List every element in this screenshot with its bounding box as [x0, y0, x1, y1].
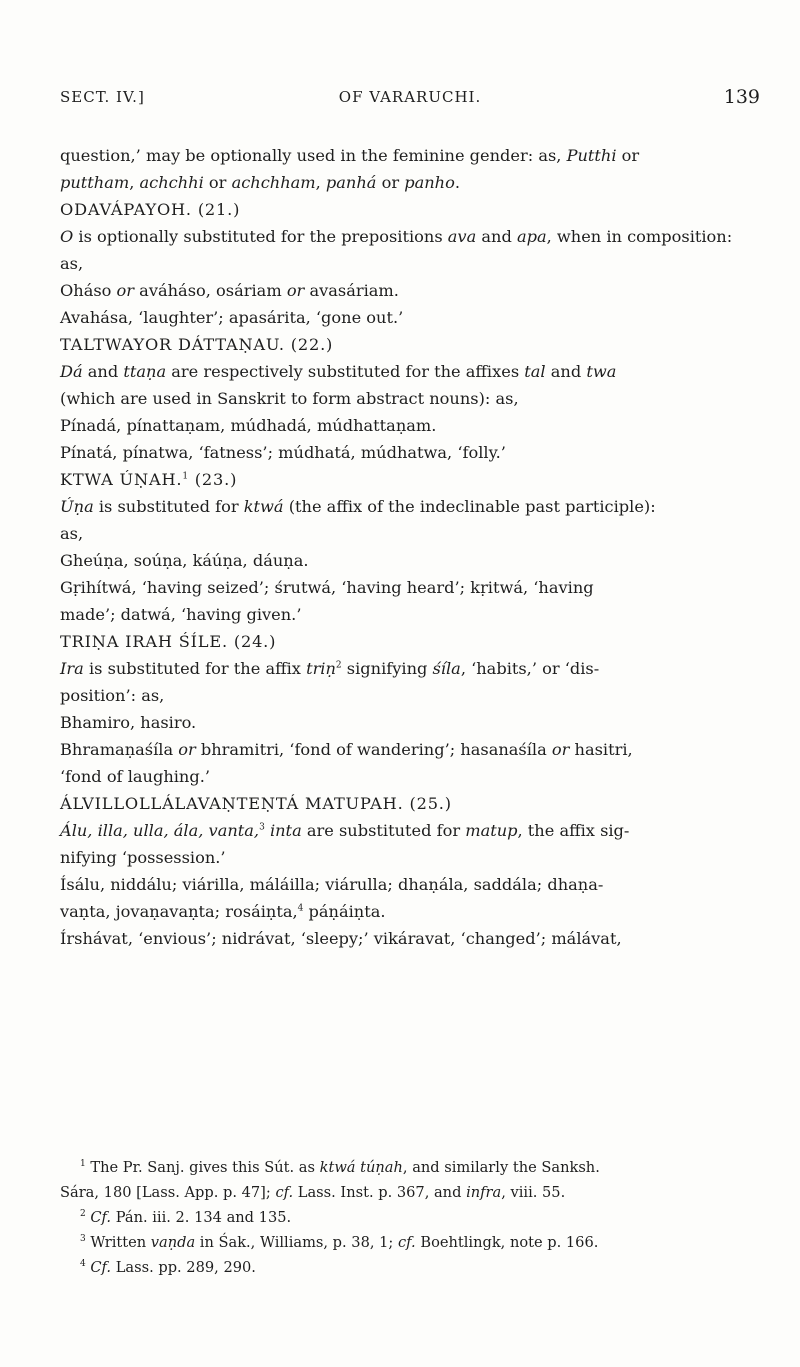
footnote-ref: 2	[335, 660, 342, 671]
footnote-3: $^3$ Written vaṇda in Śak., Williams, p. 38, 1; cf. Boehtlingk, note p. 166.	[80, 1234, 599, 1251]
text-line: Ira is substituted for the affix triṇ$^2$ signifying śíla, ‘habits,’ or ‘dis-	[60, 659, 600, 678]
example-line: Bhamiro, hasiro.	[60, 713, 197, 732]
sutra-heading-23: KTWA ÚṆAH.$^1$ (23.)	[60, 470, 238, 489]
footnotes	[60, 1155, 760, 1280]
header-title: OF VARARUCHI.	[338, 88, 482, 106]
sutra-heading-22: TALTWAYOR DÁTTAṆAU. (22.)	[60, 335, 334, 354]
example-line: ‘fond of laughing.’	[60, 767, 210, 786]
text-line: nifying ‘possession.’	[60, 848, 226, 867]
example-line: Ísálu, niddálu; viárilla, máláilla; viárulla; dhaṇála, saddála; dhaṇa-	[60, 875, 604, 894]
example-line: Oháso or aváháso, osáriam or avasáriam.	[60, 281, 399, 300]
page-number: 139	[723, 86, 760, 108]
main-text	[60, 142, 760, 952]
text-line: position’: as,	[60, 686, 165, 705]
running-header	[60, 88, 760, 118]
footnote-4: $^4$ Cf. Lass. pp. 289, 290.	[80, 1259, 256, 1276]
example-line: Pínadá, pínattaṇam, múdhadá, múdhattaṇam.	[60, 416, 437, 435]
example-line: made’; datwá, ‘having given.’	[60, 605, 302, 624]
footnote-1-cont: Sára, 180 [Lass. App. p. 47]; cf. Lass. Inst. p. 367, and infra, viii. 55.	[60, 1184, 566, 1201]
text-line: (which are used in Sanskrit to form abstract nouns): as,	[60, 389, 519, 408]
footnote-ref: 3	[259, 822, 265, 833]
section-label: SECT. IV.]	[60, 88, 145, 106]
text-line: as,	[60, 524, 84, 543]
text-line: Álu, illa, ulla, ála, vanta,$^3$ inta are substituted for matup, the affix sig-	[60, 821, 630, 840]
example-line: Írshávat, ‘envious’; nidrávat, ‘sleepy;’ vikáravat, ‘changed’; málávat,	[60, 929, 622, 948]
example-line: Avahása, ‘laughter’; apasárita, ‘gone out.’	[60, 308, 404, 327]
footnote-ref: 1	[182, 471, 189, 482]
sutra-heading-24: TRIṆA IRAH ŚÍLE. (24.)	[60, 632, 277, 651]
text-line: Úṇa is substituted for ktwá (the affix of the indeclinable past participle):	[60, 497, 656, 516]
example-line: Gṛihítwá, ‘having seized’; śrutwá, ‘having heard’; kṛitwá, ‘having	[60, 578, 594, 597]
text-line: O is optionally substituted for the prepositions ava and apa, when in composition: as,	[60, 227, 733, 273]
text-line: puttham, achchhi or achchham, panhá or panho.	[60, 173, 460, 192]
example-line: Pínatá, pínatwa, ‘fatness’; múdhatá, múdhatwa, ‘folly.’	[60, 443, 506, 462]
footnote-1: $^1$ The Pr. Sanj. gives this Sút. as ktwá túṇah, and similarly the Sanksh.	[80, 1159, 600, 1176]
example-line: Bhramaṇaśíla or bhramitri, ‘fond of wandering’; hasanaśíla or hasitri,	[60, 740, 633, 759]
sutra-heading-25: ÁLVILLOLLÁLAVAṆTEṆTÁ MATUPAH. (25.)	[60, 794, 452, 813]
text-line: question,’ may be optionally used in the feminine gender: as, Putthi or	[60, 146, 640, 165]
sutra-heading-21: ODAVÁPAYOH. (21.)	[60, 200, 241, 219]
example-line: vaṇta, jovaṇavaṇta; rosáiṇta,$^4$ páṇáiṇta.	[60, 902, 386, 921]
footnote-ref: 4	[297, 903, 304, 914]
example-line: Gheúṇa, soúṇa, káúṇa, dáuṇa.	[60, 551, 309, 570]
footnote-2: $^2$ Cf. Pán. iii. 2. 134 and 135.	[80, 1209, 292, 1226]
text-line: Dá and ttaṇa are respectively substituted for the affixes tal and twa	[60, 362, 617, 381]
